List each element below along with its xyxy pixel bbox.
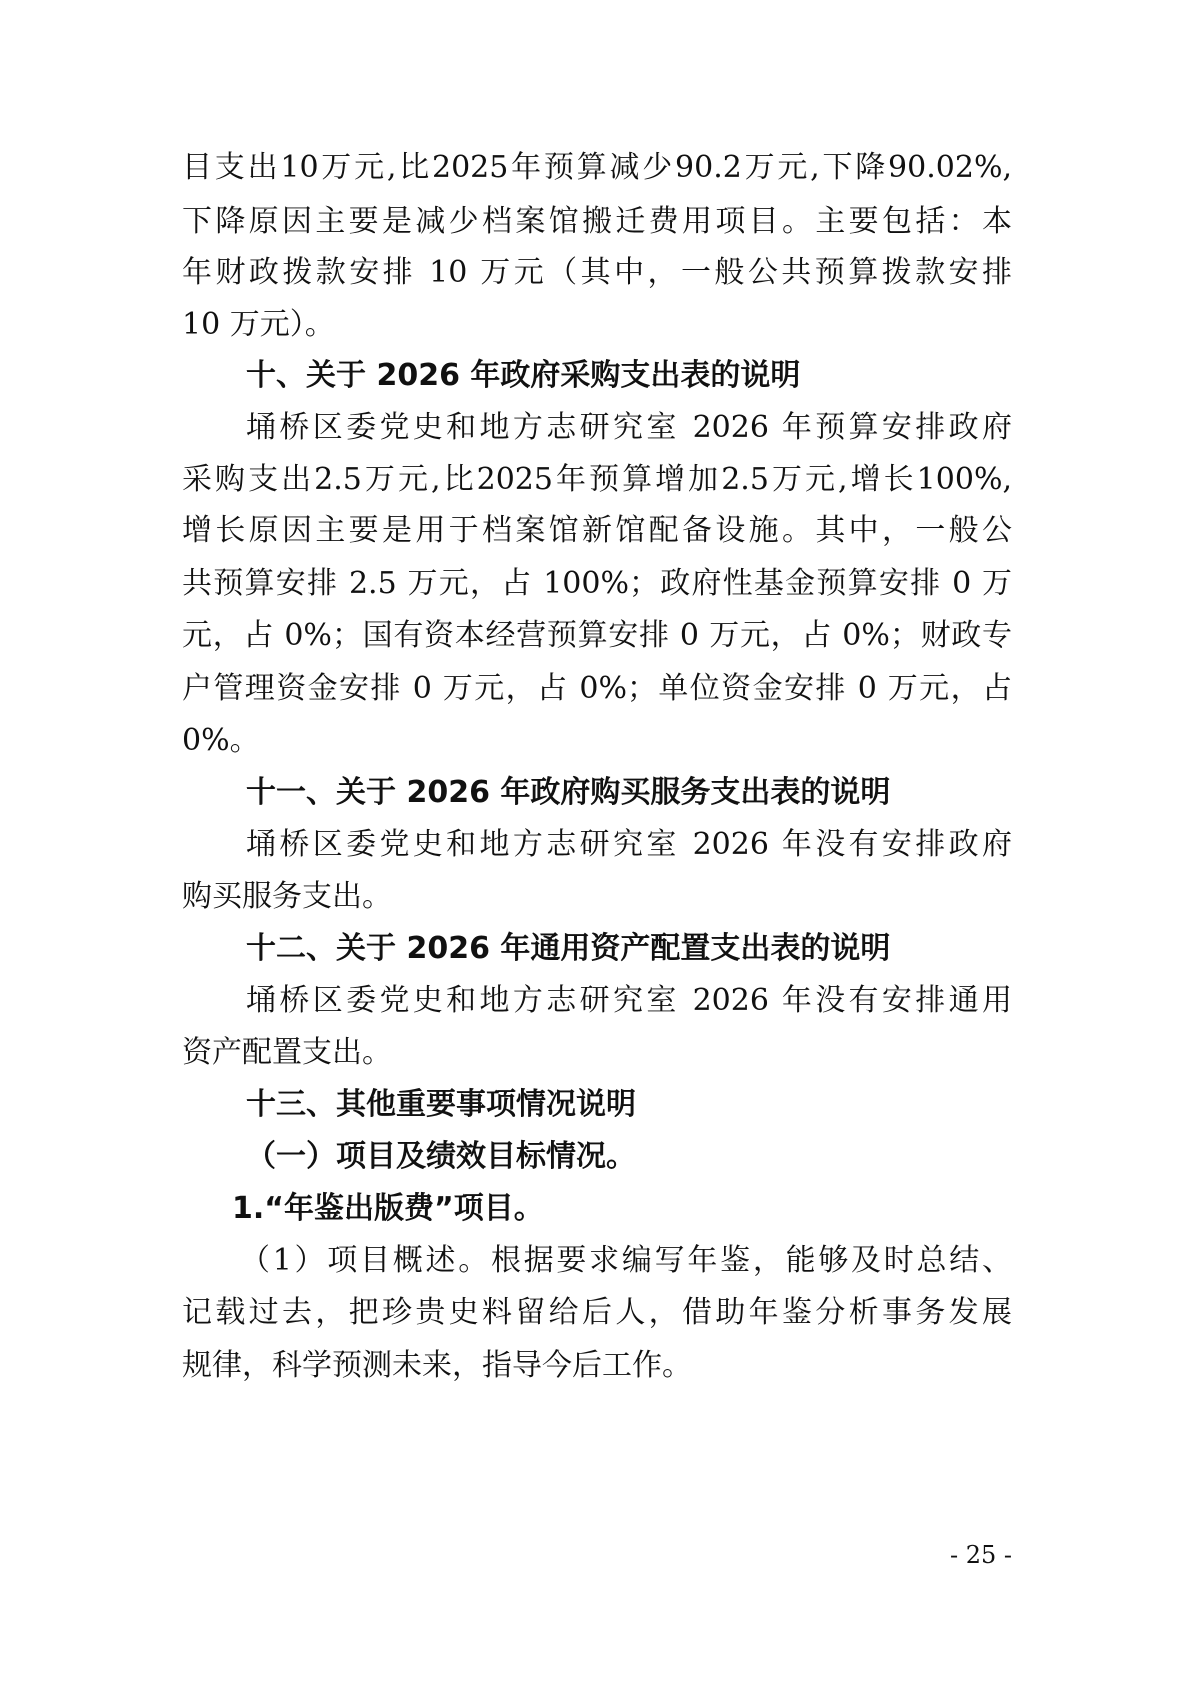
paragraph-line: 共预算安排 2.5 万元，占 100%；政府性基金预算安排 0 万 — [182, 566, 1012, 601]
paragraph-line: 埇桥区委党史和地方志研究室 2026 年预算安排政府 — [246, 410, 1012, 445]
item-heading: 1.“年鉴出版费”项目。 — [232, 1191, 544, 1226]
section-heading: 十三、其他重要事项情况说明 — [246, 1087, 636, 1122]
paragraph-line: 购买服务支出。 — [182, 879, 392, 914]
paragraph-line: （1）项目概述。根据要求编写年鉴，能够及时总结、 — [240, 1243, 1012, 1278]
paragraph-line: 采购支出2.5万元,比2025年预算增加2.5万元,增长100%, — [182, 462, 1012, 497]
paragraph-line: 户管理资金安排 0 万元，占 0%；单位资金安排 0 万元，占 — [182, 671, 1012, 706]
paragraph-line: 年财政拨款安排 10 万元（其中，一般公共预算拨款安排 — [182, 255, 1012, 290]
page-number: - 25 - — [949, 1541, 1012, 1569]
section-heading: 十二、关于 2026 年通用资产配置支出表的说明 — [246, 931, 891, 966]
subsection-heading: （一）项目及绩效目标情况。 — [246, 1139, 636, 1174]
paragraph-line: 规律，科学预测未来，指导今后工作。 — [182, 1348, 692, 1383]
section-heading: 十、关于 2026 年政府采购支出表的说明 — [246, 358, 801, 393]
paragraph-line: 0%。 — [182, 723, 260, 758]
paragraph-line: 元，占 0%；国有资本经营预算安排 0 万元，占 0%；财政专 — [182, 618, 1012, 653]
paragraph-line: 记载过去，把珍贵史料留给后人，借助年鉴分析事务发展 — [182, 1295, 1012, 1330]
paragraph-line: 10 万元）。 — [182, 307, 335, 342]
section-heading: 十一、关于 2026 年政府购买服务支出表的说明 — [246, 775, 891, 810]
paragraph-line: 资产配置支出。 — [182, 1035, 392, 1070]
paragraph-line: 下降原因主要是减少档案馆搬迁费用项目。主要包括：本 — [182, 204, 1012, 239]
paragraph-line: 目支出10万元,比2025年预算减少90.2万元,下降90.02%, — [182, 150, 1012, 185]
paragraph-line: 埇桥区委党史和地方志研究室 2026 年没有安排通用 — [246, 983, 1012, 1018]
paragraph-line: 埇桥区委党史和地方志研究室 2026 年没有安排政府 — [246, 827, 1012, 862]
paragraph-line: 增长原因主要是用于档案馆新馆配备设施。其中，一般公 — [182, 513, 1012, 548]
